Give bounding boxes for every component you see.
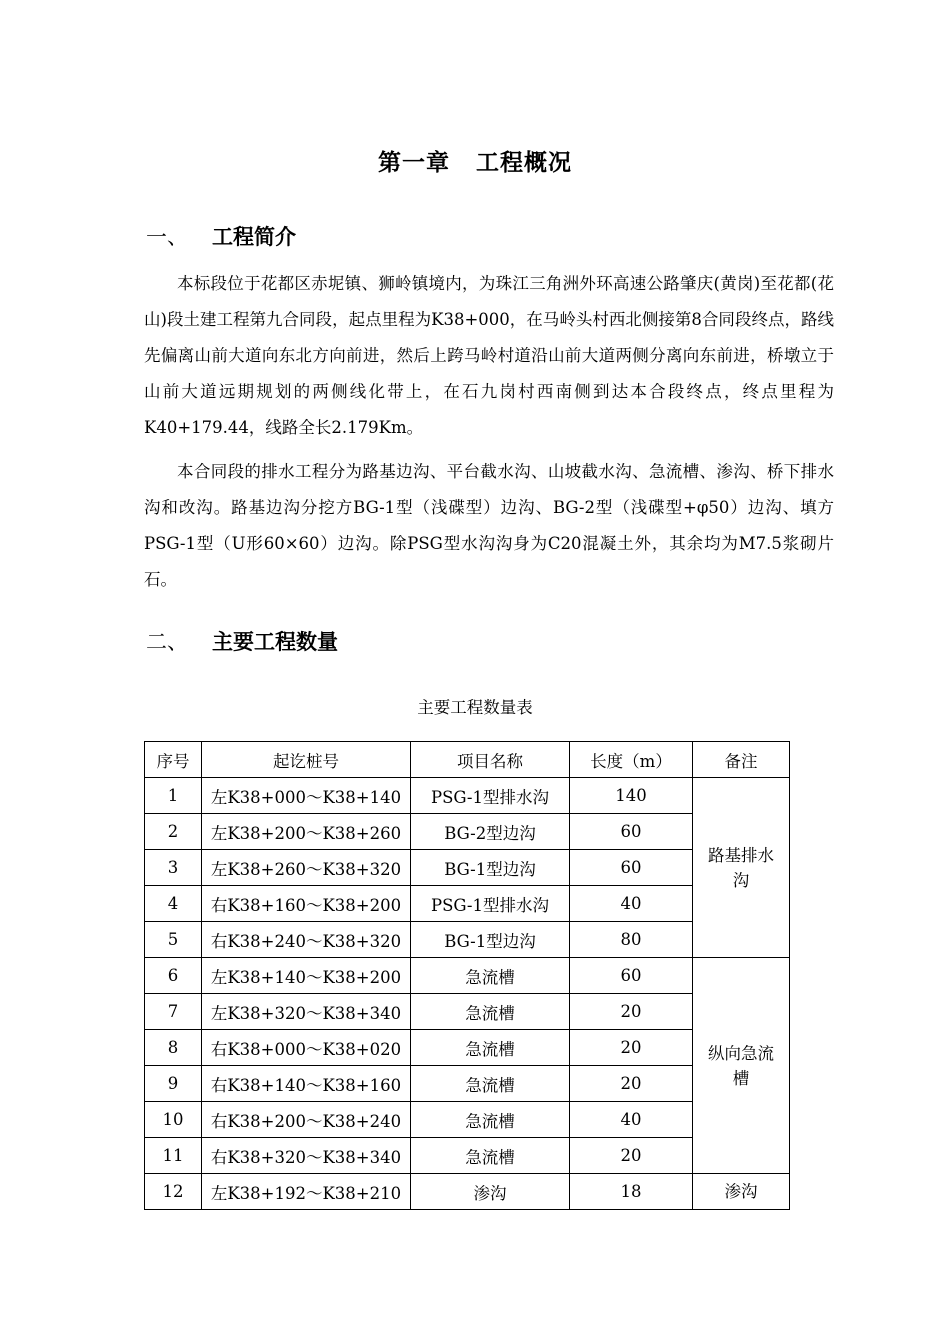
length-cell: 80 xyxy=(570,922,693,958)
row-number-cell: 12 xyxy=(145,1174,202,1210)
length-cell: 60 xyxy=(570,850,693,886)
station-range-cell: 左K38+200～K38+260 xyxy=(202,814,411,850)
item-name-cell: 渗沟 xyxy=(411,1174,570,1210)
section-heading-overview xyxy=(146,221,296,251)
row-number-cell: 9 xyxy=(145,1066,202,1102)
length-cell: 40 xyxy=(570,1102,693,1138)
station-range-cell: 右K38+240～K38+320 xyxy=(202,922,411,958)
station-range-cell: 左K38+140～K38+200 xyxy=(202,958,411,994)
chapter-name: 工程概况 xyxy=(476,150,572,176)
section-number: 一、 xyxy=(146,225,188,249)
quantity-table xyxy=(144,741,790,1210)
item-name-cell: 急流槽 xyxy=(411,994,570,1030)
length-cell: 20 xyxy=(570,994,693,1030)
chapter-number: 第一章 xyxy=(378,150,450,176)
row-number-cell: 4 xyxy=(145,886,202,922)
item-name-cell: 急流槽 xyxy=(411,1102,570,1138)
item-name-cell: 急流槽 xyxy=(411,1138,570,1174)
section-number: 二、 xyxy=(146,630,188,654)
table-body xyxy=(145,778,790,1210)
station-range-cell: 左K38+000～K38+140 xyxy=(202,778,411,814)
table-header-row xyxy=(145,742,790,778)
row-number-cell: 1 xyxy=(145,778,202,814)
section-heading-quantities xyxy=(146,626,338,656)
header-cell: 序号 xyxy=(145,742,202,778)
station-range-cell: 右K38+000～K38+020 xyxy=(202,1030,411,1066)
length-cell: 140 xyxy=(570,778,693,814)
length-cell: 18 xyxy=(570,1174,693,1210)
row-number-cell: 10 xyxy=(145,1102,202,1138)
table-row xyxy=(145,1174,790,1210)
remark-cell: 纵向急流槽 xyxy=(693,958,790,1174)
remark-cell: 路基排水沟 xyxy=(693,778,790,958)
table-caption: 主要工程数量表 xyxy=(417,698,533,717)
paragraph-drainage: 本合同段的排水工程分为路基边沟、平台截水沟、山坡截水沟、急流槽、渗沟、桥下排水沟和改沟。路基边沟分挖方BG-1型（浅碟型）边沟、BG-2型（浅碟型+φ50）边沟、填方PSG-1型（U形60×60）边沟。除PSG型水沟沟身为C20混凝土外，其余均为M7.5浆砌片石。 xyxy=(144,462,834,589)
item-name-cell: PSG-1型排水沟 xyxy=(411,886,570,922)
item-name-cell: 急流槽 xyxy=(411,958,570,994)
station-range-cell: 右K38+320～K38+340 xyxy=(202,1138,411,1174)
item-name-cell: 急流槽 xyxy=(411,1030,570,1066)
section-title: 主要工程数量 xyxy=(212,630,338,654)
length-cell: 60 xyxy=(570,814,693,850)
row-number-cell: 5 xyxy=(145,922,202,958)
header-cell: 起讫桩号 xyxy=(202,742,411,778)
header-cell: 长度（m） xyxy=(570,742,693,778)
station-range-cell: 左K38+192～K38+210 xyxy=(202,1174,411,1210)
station-range-cell: 右K38+140～K38+160 xyxy=(202,1066,411,1102)
row-number-cell: 2 xyxy=(145,814,202,850)
row-number-cell: 3 xyxy=(145,850,202,886)
remark-cell: 渗沟 xyxy=(693,1174,790,1210)
length-cell: 40 xyxy=(570,886,693,922)
header-cell: 备注 xyxy=(693,742,790,778)
station-range-cell: 左K38+260～K38+320 xyxy=(202,850,411,886)
row-number-cell: 11 xyxy=(145,1138,202,1174)
item-name-cell: 急流槽 xyxy=(411,1066,570,1102)
table-row xyxy=(145,778,790,814)
section-title: 工程简介 xyxy=(212,225,296,249)
item-name-cell: PSG-1型排水沟 xyxy=(411,778,570,814)
paragraph-project-intro: 本标段位于花都区赤坭镇、狮岭镇境内，为珠江三角洲外环高速公路肇庆(黄岗)至花都(花山)段土建工程第九合同段，起点里程为K38+000，在马岭头村西北侧接第8合同段终点，路线先偏离山前大道向东北方向前进，然后上跨马岭村道沿山前大道两侧分离向东前进，桥墩立于山前大道远期规划的两侧线化带上，在石九岗村西南侧到达本合段终点，终点里程为K40+179.44，线路全长2.179Km。 xyxy=(144,274,834,437)
station-range-cell: 右K38+200～K38+240 xyxy=(202,1102,411,1138)
row-number-cell: 6 xyxy=(145,958,202,994)
table-row xyxy=(145,958,790,994)
length-cell: 20 xyxy=(570,1030,693,1066)
length-cell: 60 xyxy=(570,958,693,994)
station-range-cell: 左K38+320～K38+340 xyxy=(202,994,411,1030)
row-number-cell: 8 xyxy=(145,1030,202,1066)
row-number-cell: 7 xyxy=(145,994,202,1030)
length-cell: 20 xyxy=(570,1066,693,1102)
station-range-cell: 右K38+160～K38+200 xyxy=(202,886,411,922)
chapter-title xyxy=(0,144,950,177)
item-name-cell: BG-1型边沟 xyxy=(411,850,570,886)
item-name-cell: BG-2型边沟 xyxy=(411,814,570,850)
header-cell: 项目名称 xyxy=(411,742,570,778)
length-cell: 20 xyxy=(570,1138,693,1174)
item-name-cell: BG-1型边沟 xyxy=(411,922,570,958)
